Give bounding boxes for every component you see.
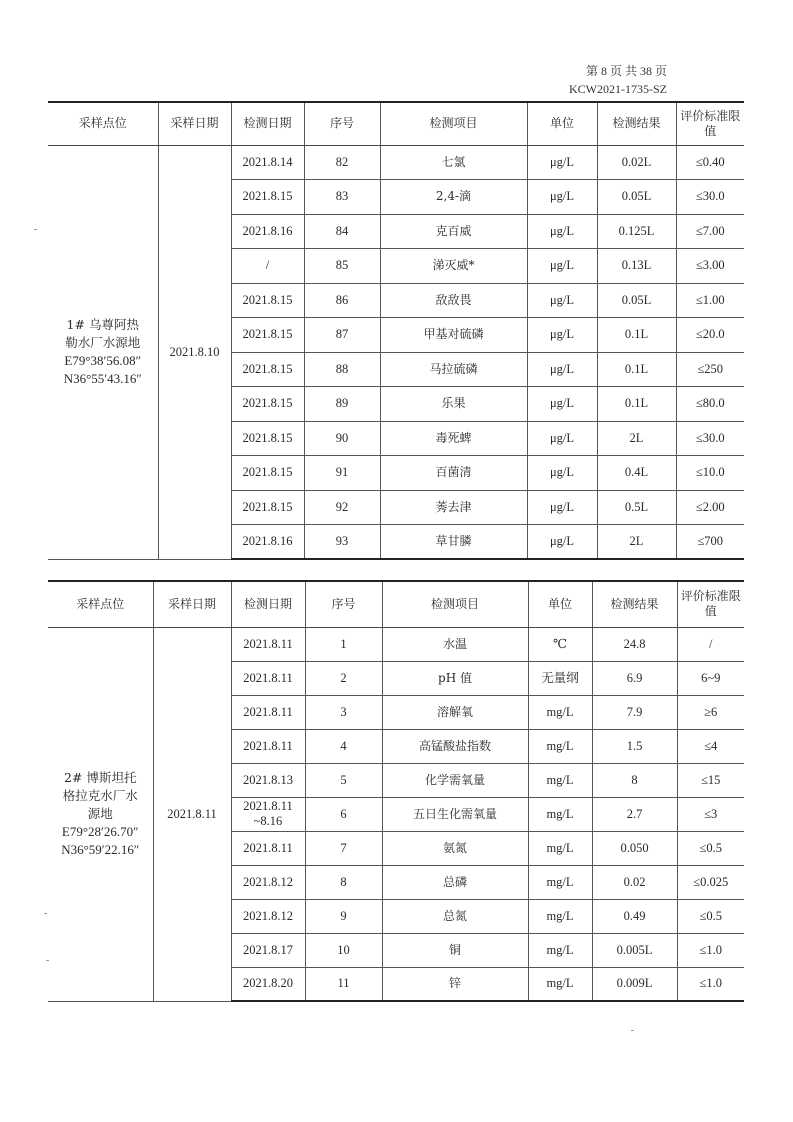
test-date-cell: [231, 352, 304, 387]
test-item-cell: 乐果: [380, 387, 527, 422]
limit-cell: ≤3: [677, 797, 744, 831]
test-item-cell: 莠去津: [380, 490, 527, 525]
test-date-cell: [231, 933, 305, 967]
limit-cell: ≤30.0: [676, 421, 744, 456]
test-date-cell: [231, 456, 304, 491]
test-date-cell: [231, 318, 304, 353]
test-item-cell: 草甘膦: [380, 525, 527, 560]
site-lat: N36°55′43.16″: [63, 371, 142, 386]
unit-cell: μg/L: [527, 490, 597, 525]
row-number-cell: 89: [304, 387, 380, 422]
test-item-cell: 2,4-滴: [380, 180, 527, 215]
unit-cell: mg/L: [528, 899, 592, 933]
unit-cell: mg/L: [528, 865, 592, 899]
col-header-site: 采样点位: [48, 102, 158, 145]
result-cell: 0.05L: [597, 283, 676, 318]
test-date-cell: [231, 214, 304, 249]
row-number-cell: 83: [304, 180, 380, 215]
row-number-cell: 84: [304, 214, 380, 249]
test-date-cell: [231, 797, 305, 831]
unit-cell: mg/L: [528, 729, 592, 763]
unit-cell: mg/L: [528, 967, 592, 1001]
test-date: 2021.8.12: [243, 874, 293, 889]
result-cell: 2.7: [592, 797, 677, 831]
test-date: 2021.8.15: [242, 499, 293, 514]
table-row: [48, 145, 744, 180]
test-date-cell: [231, 490, 304, 525]
table-header-row: [48, 102, 744, 145]
test-date-cell: [231, 180, 304, 215]
test-item-cell: 甲基对硫磷: [380, 318, 527, 353]
unit-cell: mg/L: [528, 933, 592, 967]
row-number-cell: 11: [305, 967, 382, 1001]
row-number-cell: 5: [305, 763, 382, 797]
test-date: 2021.8.11: [243, 799, 293, 813]
test-item-cell: 敌敌畏: [380, 283, 527, 318]
limit-cell: ≤15: [677, 763, 744, 797]
col-header-limit: 评价标准限值: [676, 102, 744, 145]
col-header-item: 检测项目: [380, 102, 527, 145]
test-date-cell: [231, 387, 304, 422]
row-number-cell: 82: [304, 145, 380, 180]
result-cell: 0.13L: [597, 249, 676, 284]
result-cell: 0.005L: [592, 933, 677, 967]
unit-cell: mg/L: [528, 695, 592, 729]
result-cell: 0.1L: [597, 387, 676, 422]
sampling-site-cell: [48, 145, 158, 559]
unit-cell: μg/L: [527, 456, 597, 491]
row-number-cell: 7: [305, 831, 382, 865]
test-item-cell: 铜: [382, 933, 528, 967]
test-date: 2021.8.11: [243, 636, 293, 651]
result-cell: 2L: [597, 421, 676, 456]
unit-cell: μg/L: [527, 421, 597, 456]
limit-cell: ≤7.00: [676, 214, 744, 249]
row-number-cell: 85: [304, 249, 380, 284]
test-item-cell: 化学需氧量: [382, 763, 528, 797]
limit-cell: ≤3.00: [676, 249, 744, 284]
site-lon: E79°28′26.70″: [61, 824, 139, 839]
test-date: 2021.8.13: [243, 772, 293, 787]
test-date: 2021.8.20: [243, 976, 293, 991]
col-header-no: 序号: [304, 102, 380, 145]
col-header-unit: 单位: [527, 102, 597, 145]
result-cell: 24.8: [592, 627, 677, 661]
scan-speck: [631, 1030, 634, 1031]
limit-cell: ≤1.0: [677, 933, 744, 967]
test-date: 2021.8.15: [242, 327, 293, 342]
test-item-cell: 毒死蜱: [380, 421, 527, 456]
result-cell: 0.1L: [597, 352, 676, 387]
unit-cell: μg/L: [527, 387, 597, 422]
test-date-cell: [231, 695, 305, 729]
test-item-cell: 高锰酸盐指数: [382, 729, 528, 763]
test-date-cell: [231, 865, 305, 899]
test-date-cell: [231, 967, 305, 1001]
test-item-cell: 克百威: [380, 214, 527, 249]
test-date-cell: [231, 421, 304, 456]
site-name-line2: 勒水厂水源地: [65, 335, 141, 350]
table-header-row: [48, 581, 744, 627]
test-date-cell: [231, 763, 305, 797]
limit-cell: ≤30.0: [676, 180, 744, 215]
test-date: 2021.8.12: [243, 908, 293, 923]
test-item-cell: 水温: [382, 627, 528, 661]
col-header-result: 检测结果: [597, 102, 676, 145]
result-cell: 1.5: [592, 729, 677, 763]
limit-cell: ≤0.5: [677, 899, 744, 933]
row-number-cell: 92: [304, 490, 380, 525]
row-number-cell: 2: [305, 661, 382, 695]
table-row: [48, 627, 744, 661]
limit-cell: ≤0.5: [677, 831, 744, 865]
row-number-cell: 93: [304, 525, 380, 560]
limit-cell: ≤2.00: [676, 490, 744, 525]
test-item-cell: 总磷: [382, 865, 528, 899]
results-table-site-2: [48, 580, 744, 1002]
row-number-cell: 4: [305, 729, 382, 763]
result-cell: 0.050: [592, 831, 677, 865]
unit-cell: μg/L: [527, 145, 597, 180]
test-date-cell: [231, 899, 305, 933]
limit-cell: ≤80.0: [676, 387, 744, 422]
test-item-cell: 总氮: [382, 899, 528, 933]
col-header-sample-date: 采样日期: [158, 102, 231, 145]
test-date: 2021.8.11: [243, 840, 293, 855]
site-name-line1: 1# 乌尊阿热: [66, 317, 139, 332]
test-date-end: ~8.16: [253, 814, 283, 828]
test-date: 2021.8.11: [243, 670, 293, 685]
sampling-site-cell: [48, 627, 153, 1001]
limit-cell: ≤4: [677, 729, 744, 763]
unit-cell: μg/L: [527, 318, 597, 353]
unit-cell: mg/L: [528, 831, 592, 865]
col-header-item: 检测项目: [382, 581, 528, 627]
test-item-cell: 溶解氧: [382, 695, 528, 729]
unit-cell: μg/L: [527, 214, 597, 249]
scan-speck: [34, 229, 37, 230]
test-date-cell: [231, 283, 304, 318]
test-item-cell: 七氯: [380, 145, 527, 180]
col-header-test-date: 检测日期: [231, 102, 304, 145]
row-number-cell: 8: [305, 865, 382, 899]
result-cell: 0.49: [592, 899, 677, 933]
result-cell: 0.1L: [597, 318, 676, 353]
unit-cell: μg/L: [527, 525, 597, 560]
test-date: 2021.8.15: [242, 465, 293, 480]
test-item-cell: 马拉硫磷: [380, 352, 527, 387]
test-date: 2021.8.15: [242, 292, 293, 307]
result-cell: 0.02L: [597, 145, 676, 180]
unit-cell: 无量纲: [528, 661, 592, 695]
row-number-cell: 3: [305, 695, 382, 729]
limit-cell: ≤1.00: [676, 283, 744, 318]
col-header-no: 序号: [305, 581, 382, 627]
test-date: 2021.8.17: [243, 942, 293, 957]
result-cell: 0.05L: [597, 180, 676, 215]
result-cell: 0.5L: [597, 490, 676, 525]
col-header-limit: 评价标准限值: [677, 581, 744, 627]
test-date: 2021.8.11: [243, 704, 293, 719]
test-date-cell: [231, 145, 304, 180]
sample-date-cell: 2021.8.11: [153, 627, 231, 1001]
test-date: 2021.8.16: [242, 534, 293, 548]
test-date-cell: [231, 627, 305, 661]
limit-cell: ≤20.0: [676, 318, 744, 353]
test-date: 2021.8.16: [242, 223, 293, 238]
site-lon: E79°38′56.08″: [64, 353, 142, 368]
limit-cell: ≤0.40: [676, 145, 744, 180]
site-name-line1: 2# 博斯坦托: [64, 770, 137, 785]
sample-date-cell: 2021.8.10: [158, 145, 231, 559]
limit-cell: ≥6: [677, 695, 744, 729]
test-date-cell: [231, 249, 304, 284]
row-number-cell: 6: [305, 797, 382, 831]
row-number-cell: 9: [305, 899, 382, 933]
test-date: /: [265, 258, 270, 273]
row-number-cell: 86: [304, 283, 380, 318]
result-cell: 6.9: [592, 661, 677, 695]
result-cell: 8: [592, 763, 677, 797]
unit-cell: ℃: [528, 627, 592, 661]
col-header-unit: 单位: [528, 581, 592, 627]
col-header-sample-date: 采样日期: [153, 581, 231, 627]
unit-cell: μg/L: [527, 352, 597, 387]
test-item-cell: 锌: [382, 967, 528, 1001]
limit-cell: ≤700: [676, 525, 744, 560]
test-date: 2021.8.15: [242, 189, 293, 204]
test-date: 2021.8.14: [242, 154, 293, 169]
limit-cell: 6~9: [677, 661, 744, 695]
unit-cell: μg/L: [527, 283, 597, 318]
row-number-cell: 10: [305, 933, 382, 967]
row-number-cell: 1: [305, 627, 382, 661]
test-item-cell: 五日生化需氧量: [382, 797, 528, 831]
limit-cell: ≤10.0: [676, 456, 744, 491]
col-header-test-date: 检测日期: [231, 581, 305, 627]
report-code: KCW2021-1735-SZ: [569, 82, 667, 96]
result-cell: 2L: [597, 525, 676, 560]
result-cell: 0.125L: [597, 214, 676, 249]
results-table-site-1: [48, 101, 744, 560]
result-cell: 0.009L: [592, 967, 677, 1001]
test-date-cell: [231, 729, 305, 763]
result-cell: 0.4L: [597, 456, 676, 491]
limit-cell: /: [677, 627, 744, 661]
site-lat: N36°59′22.16″: [61, 842, 140, 857]
test-item-cell: 涕灭威*: [380, 249, 527, 284]
test-item-cell: pH 值: [382, 661, 528, 695]
row-number-cell: 90: [304, 421, 380, 456]
unit-cell: mg/L: [528, 797, 592, 831]
test-date: 2021.8.15: [242, 396, 293, 411]
unit-cell: μg/L: [527, 180, 597, 215]
test-date: 2021.8.15: [242, 430, 293, 445]
unit-cell: mg/L: [528, 763, 592, 797]
scan-speck: [44, 913, 47, 914]
test-date: 2021.8.11: [243, 738, 293, 753]
row-number-cell: 88: [304, 352, 380, 387]
result-cell: 0.02: [592, 865, 677, 899]
col-header-result: 检测结果: [592, 581, 677, 627]
test-item-cell: 百菌清: [380, 456, 527, 491]
test-date-cell: [231, 831, 305, 865]
row-number-cell: 91: [304, 456, 380, 491]
limit-cell: ≤250: [676, 352, 744, 387]
test-date-cell: [231, 525, 304, 560]
site-name-line2: 格拉克水厂水: [62, 788, 138, 803]
limit-cell: ≤0.025: [677, 865, 744, 899]
col-header-site: 采样点位: [48, 581, 153, 627]
test-date: 2021.8.15: [242, 361, 293, 376]
row-number-cell: 87: [304, 318, 380, 353]
site-name-line3: 源地: [87, 806, 113, 821]
page-number: 第 8 页 共 38 页: [585, 64, 667, 78]
unit-cell: μg/L: [527, 249, 597, 284]
limit-cell: ≤1.0: [677, 967, 744, 1001]
test-item-cell: 氨氮: [382, 831, 528, 865]
result-cell: 7.9: [592, 695, 677, 729]
test-date-cell: [231, 661, 305, 695]
